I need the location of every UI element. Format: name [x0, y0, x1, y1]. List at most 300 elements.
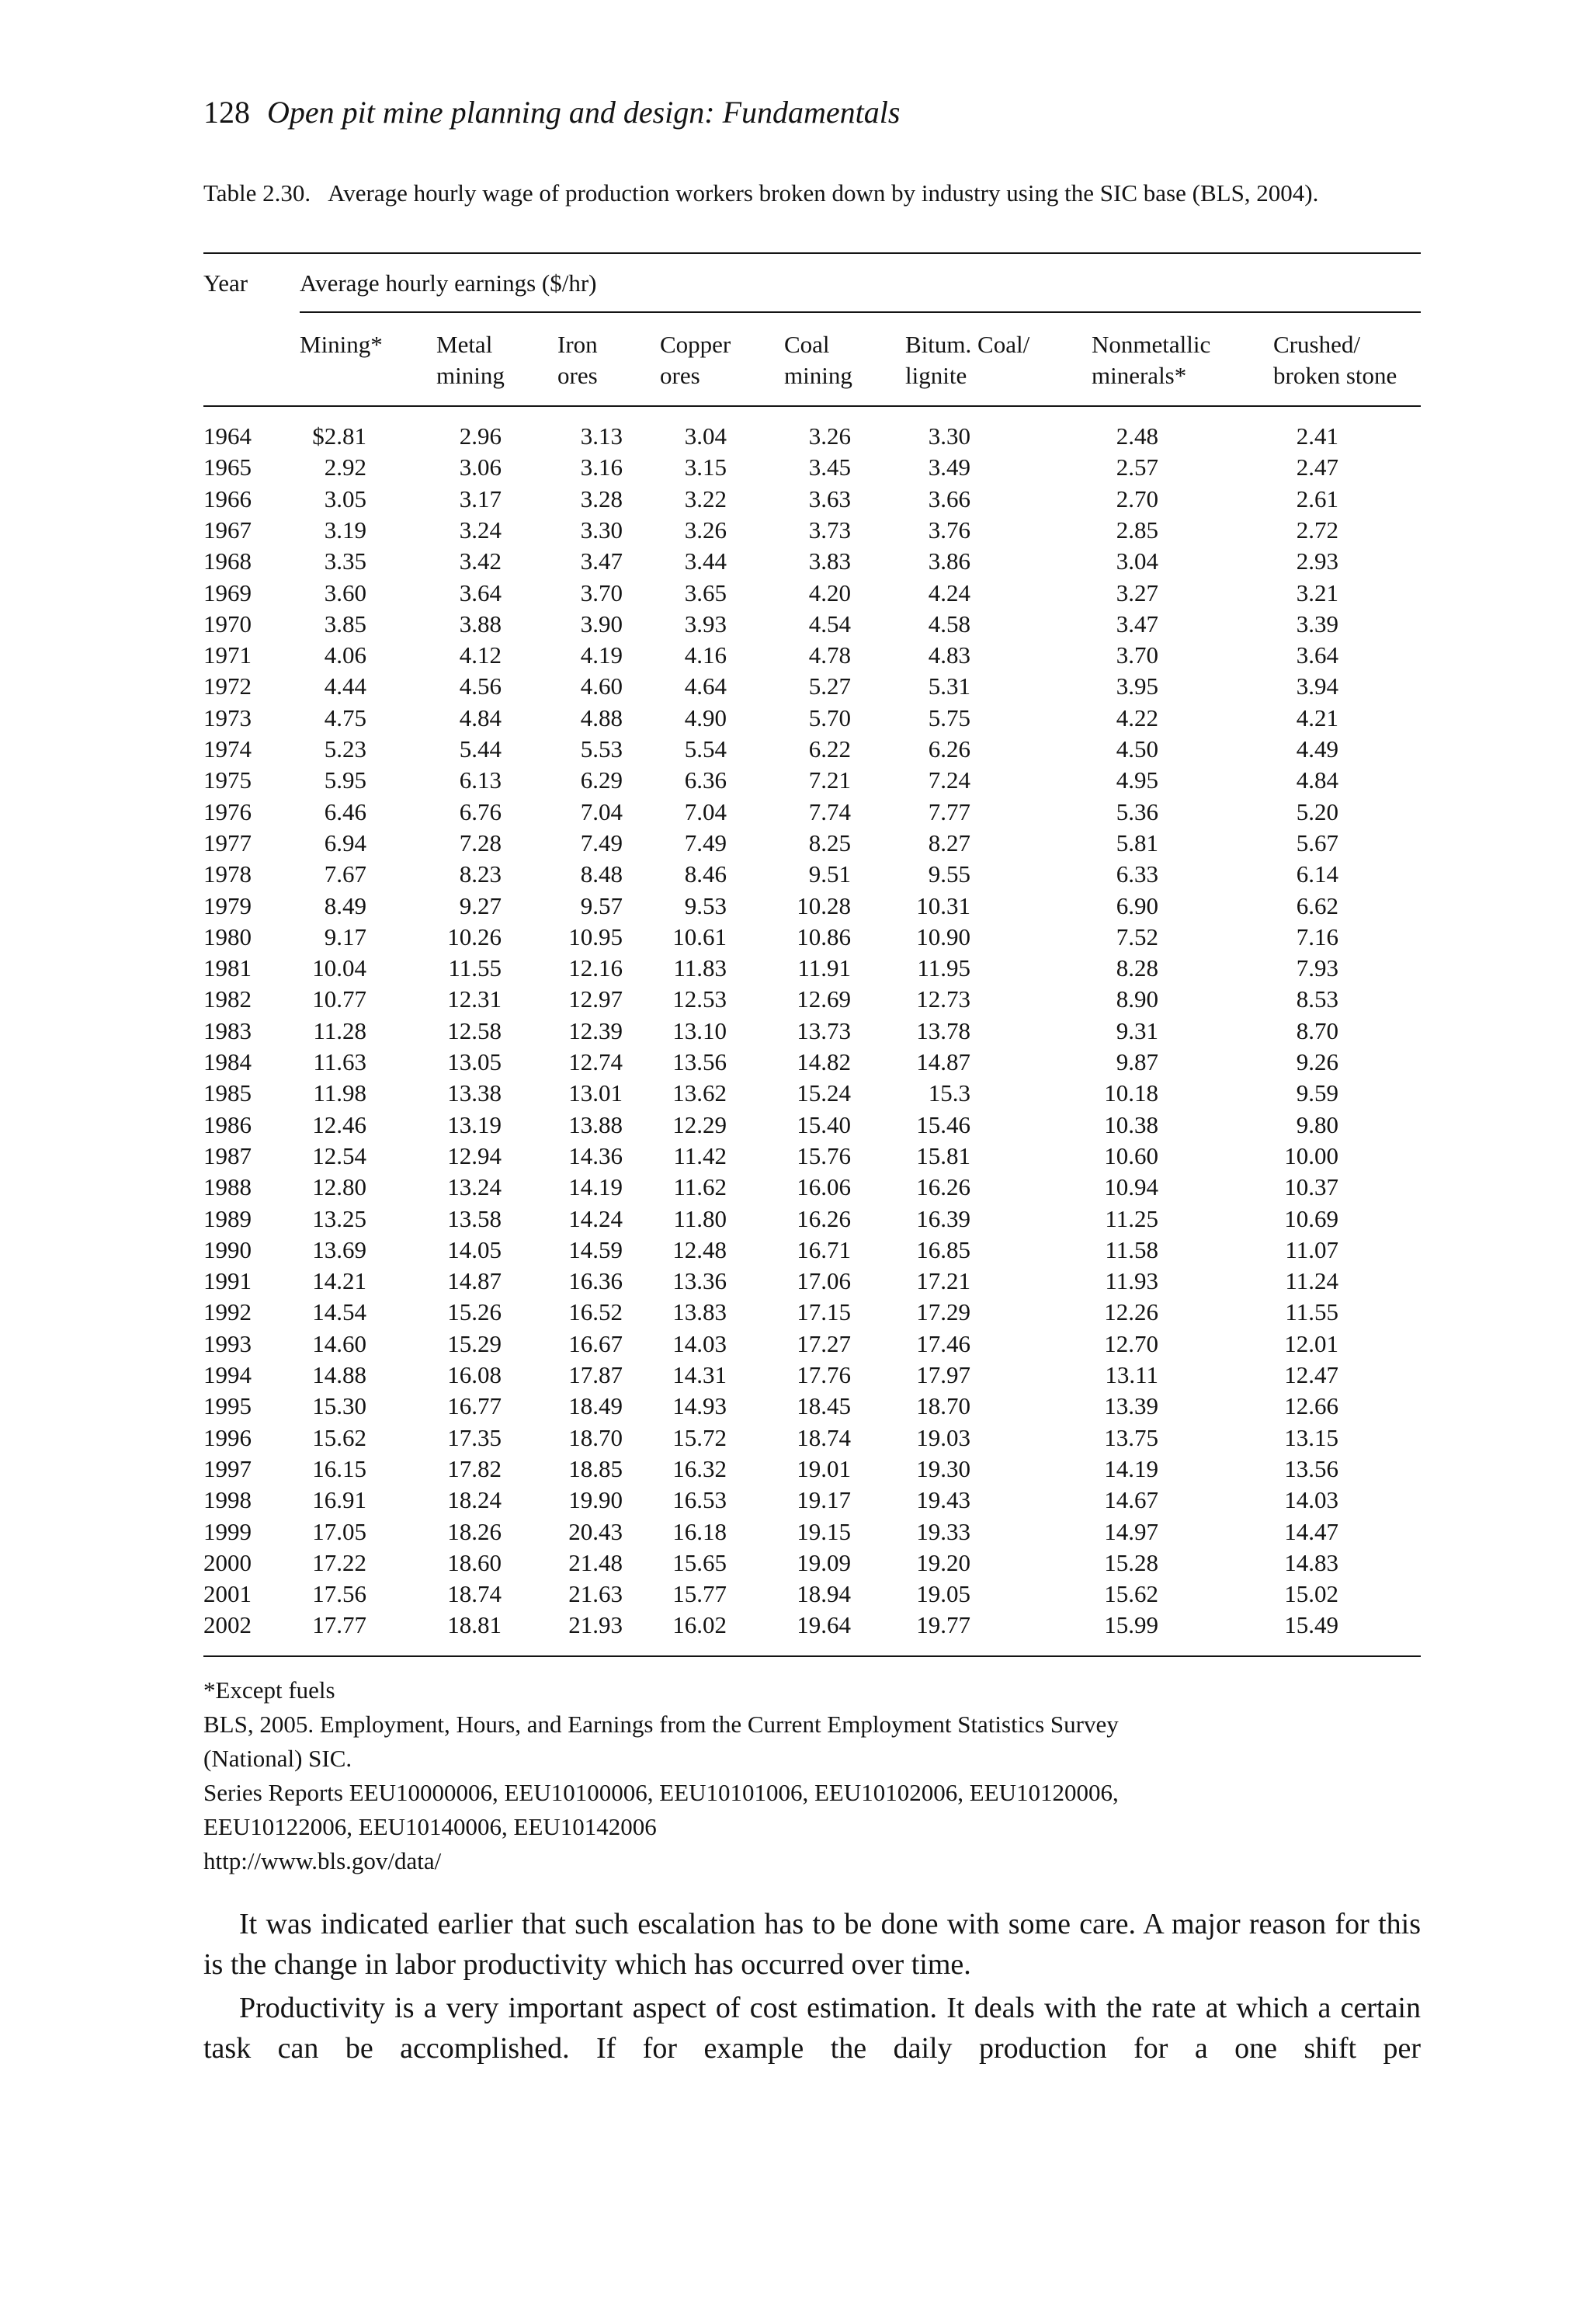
value-cell: 4.49 [1296, 735, 1338, 763]
paragraph: Productivity is a very important aspect of cost estimation. It deals with the rate at which a certain task can be accomplished. If for example the daily production for a one shift per [203, 1992, 1421, 2065]
value-cell: 9.87 [1116, 1048, 1158, 1075]
value-cell: 3.35 [324, 547, 366, 575]
value-cell: 19.43 [916, 1486, 970, 1514]
value-cell: 5.70 [808, 703, 851, 731]
value-cell: 7.74 [808, 797, 851, 825]
value-cell: 5.53 [580, 735, 623, 763]
value-cell: 16.36 [568, 1267, 623, 1295]
value-cell: 3.45 [808, 453, 851, 481]
value-cell: 2.61 [1296, 485, 1338, 512]
body-text [203, 1904, 1421, 2072]
value-cell: 17.21 [916, 1267, 970, 1295]
value-cell: 18.49 [568, 1392, 623, 1420]
value-cell: 19.33 [916, 1517, 970, 1545]
value-cell: 14.87 [447, 1267, 502, 1295]
value-cell: 21.63 [568, 1580, 623, 1608]
value-cell: 3.19 [324, 516, 366, 544]
value-cell: $2.81 [312, 422, 366, 450]
value-cell: 5.81 [1116, 829, 1158, 856]
value-cell: 2.92 [324, 453, 366, 481]
year-cell: 2000 [203, 1548, 252, 1576]
value-cell: 15.40 [797, 1110, 851, 1138]
value-cell: 3.24 [459, 516, 502, 544]
value-cell: 13.39 [1104, 1392, 1158, 1420]
year-cell: 1979 [203, 891, 252, 919]
value-cell: 4.06 [324, 641, 366, 669]
value-cell: 15.30 [312, 1392, 366, 1420]
value-cell: 10.38 [1104, 1110, 1158, 1138]
value-cell: 10.31 [916, 891, 970, 919]
value-cell: 4.88 [580, 703, 623, 731]
value-cell: 14.93 [672, 1392, 727, 1420]
value-cell: 5.20 [1296, 797, 1338, 825]
year-cell: 1990 [203, 1235, 252, 1263]
value-cell: 16.15 [312, 1454, 366, 1482]
year-cell: 1986 [203, 1110, 252, 1138]
group-header-rule [300, 311, 1421, 313]
value-cell: 14.03 [1284, 1486, 1338, 1514]
value-cell: 16.67 [568, 1329, 623, 1357]
column-header: Crushed/ [1273, 331, 1360, 358]
table-bottom-rule [203, 1655, 1421, 1657]
value-cell: 5.44 [459, 735, 502, 763]
value-cell: 4.44 [324, 672, 366, 700]
value-cell: 17.29 [916, 1298, 970, 1326]
value-cell: 16.85 [916, 1235, 970, 1263]
year-cell: 1991 [203, 1267, 252, 1295]
value-cell: 5.54 [684, 735, 727, 763]
value-cell: 3.30 [928, 422, 970, 450]
value-cell: 15.02 [1284, 1580, 1338, 1608]
value-cell: 17.22 [312, 1548, 366, 1576]
value-cell: 3.85 [324, 610, 366, 637]
value-cell: 3.49 [928, 453, 970, 481]
value-cell: 18.74 [447, 1580, 502, 1608]
value-cell: 3.95 [1116, 672, 1158, 700]
value-cell: 3.28 [580, 485, 623, 512]
value-cell: 4.56 [459, 672, 502, 700]
value-cell: 12.80 [312, 1173, 366, 1201]
value-cell: 2.47 [1296, 453, 1338, 481]
year-cell: 1970 [203, 610, 252, 637]
year-cell: 1996 [203, 1423, 252, 1451]
table-footnotes [203, 1673, 1421, 1878]
value-cell: 19.03 [916, 1423, 970, 1451]
value-cell: 14.67 [1104, 1486, 1158, 1514]
value-cell: 4.19 [580, 641, 623, 669]
value-cell: 10.77 [312, 985, 366, 1013]
value-cell: 2.41 [1296, 422, 1338, 450]
value-cell: 12.70 [1104, 1329, 1158, 1357]
value-cell: 10.94 [1104, 1173, 1158, 1201]
value-cell: 14.60 [312, 1329, 366, 1357]
value-cell: 16.52 [568, 1298, 623, 1326]
value-cell: 14.54 [312, 1298, 366, 1326]
value-cell: 14.31 [672, 1361, 727, 1388]
value-cell: 14.47 [1284, 1517, 1338, 1545]
value-cell: 11.25 [1105, 1204, 1158, 1232]
value-cell: 3.04 [684, 422, 727, 450]
value-cell: 9.80 [1296, 1110, 1338, 1138]
value-cell: 8.90 [1116, 985, 1158, 1013]
value-cell: 13.24 [447, 1173, 502, 1201]
header-bottom-rule [203, 405, 1421, 407]
value-cell: 17.27 [797, 1329, 851, 1357]
value-cell: 8.48 [580, 860, 623, 888]
value-cell: 11.83 [673, 954, 727, 982]
value-cell: 12.01 [1284, 1329, 1338, 1357]
running-head [203, 93, 900, 132]
value-cell: 7.16 [1296, 922, 1338, 950]
value-cell: 16.08 [447, 1361, 502, 1388]
value-cell: 7.52 [1116, 922, 1158, 950]
value-cell: 17.35 [447, 1423, 502, 1451]
column-header: Nonmetallic [1092, 331, 1211, 358]
value-cell: 13.19 [447, 1110, 502, 1138]
value-cell: 10.95 [568, 922, 623, 950]
value-cell: 7.21 [808, 766, 851, 794]
value-cell: 8.25 [808, 829, 851, 856]
value-cell: 18.70 [916, 1392, 970, 1420]
value-cell: 17.76 [797, 1361, 851, 1388]
column-header: ores [557, 362, 598, 389]
value-cell: 12.97 [568, 985, 623, 1013]
column-header: ores [660, 362, 700, 389]
column-header: lignite [905, 362, 967, 389]
footnote-line: EEU10122006, EEU10140006, EEU10142006 [203, 1813, 657, 1840]
year-cell: 1973 [203, 703, 252, 731]
value-cell: 4.20 [808, 578, 851, 606]
value-cell: 3.42 [459, 547, 502, 575]
year-cell: 2002 [203, 1611, 252, 1639]
year-cell: 1977 [203, 829, 252, 856]
value-cell: 17.15 [797, 1298, 851, 1326]
value-cell: 9.26 [1296, 1048, 1338, 1075]
footnote-line: BLS, 2005. Employment, Hours, and Earnings from the Current Employment Statistics Survey [203, 1711, 1119, 1738]
value-cell: 17.56 [312, 1580, 366, 1608]
value-cell: 3.21 [1296, 578, 1338, 606]
value-cell: 15.49 [1284, 1611, 1338, 1639]
value-cell: 3.73 [808, 516, 851, 544]
value-cell: 8.70 [1296, 1016, 1338, 1044]
value-cell: 4.24 [928, 578, 970, 606]
value-cell: 3.70 [1116, 641, 1158, 669]
year-cell: 1965 [203, 453, 252, 481]
value-cell: 3.64 [1296, 641, 1338, 669]
value-cell: 19.17 [797, 1486, 851, 1514]
value-cell: 11.24 [1285, 1267, 1338, 1295]
value-cell: 3.86 [928, 547, 970, 575]
value-cell: 6.22 [808, 735, 851, 763]
year-cell: 1995 [203, 1392, 252, 1420]
year-cell: 1985 [203, 1079, 252, 1107]
value-cell: 14.82 [797, 1048, 851, 1075]
value-cell: 18.60 [447, 1548, 502, 1576]
value-cell: 3.39 [1296, 610, 1338, 637]
value-cell: 12.39 [568, 1016, 623, 1044]
value-cell: 8.28 [1116, 954, 1158, 982]
value-cell: 12.69 [797, 985, 851, 1013]
value-cell: 2.93 [1296, 547, 1338, 575]
value-cell: 5.95 [324, 766, 366, 794]
value-cell: 2.48 [1116, 422, 1158, 450]
value-cell: 5.27 [808, 672, 851, 700]
value-cell: 19.05 [916, 1580, 970, 1608]
value-cell: 3.93 [684, 610, 727, 637]
value-cell: 13.10 [672, 1016, 727, 1044]
value-cell: 6.90 [1116, 891, 1158, 919]
value-cell: 19.77 [916, 1611, 970, 1639]
value-cell: 6.76 [459, 797, 502, 825]
year-cell: 1988 [203, 1173, 252, 1201]
value-cell: 15.72 [672, 1423, 727, 1451]
value-cell: 3.04 [1116, 547, 1158, 575]
column-header: Mining* [300, 331, 383, 358]
value-cell: 4.54 [808, 610, 851, 637]
value-cell: 21.93 [568, 1611, 623, 1639]
footnote-line: *Except fuels [203, 1676, 335, 1704]
value-cell: 16.91 [312, 1486, 366, 1514]
value-cell: 10.69 [1284, 1204, 1338, 1232]
value-cell: 17.82 [447, 1454, 502, 1482]
year-cell: 1981 [203, 954, 252, 982]
value-cell: 3.64 [459, 578, 502, 606]
value-cell: 11.91 [797, 954, 851, 982]
value-cell: 14.03 [672, 1329, 727, 1357]
value-cell: 12.94 [447, 1141, 502, 1169]
value-cell: 13.56 [672, 1048, 727, 1075]
value-cell: 3.66 [928, 485, 970, 512]
value-cell: 11.42 [673, 1141, 727, 1169]
value-cell: 12.16 [568, 954, 623, 982]
value-cell: 3.47 [580, 547, 623, 575]
value-cell: 3.60 [324, 578, 366, 606]
year-header: Year [203, 269, 248, 297]
value-cell: 3.63 [808, 485, 851, 512]
value-cell: 3.26 [808, 422, 851, 450]
value-cell: 3.76 [928, 516, 970, 544]
value-cell: 9.59 [1296, 1079, 1338, 1107]
value-cell: 11.80 [673, 1204, 727, 1232]
table-caption [203, 177, 1421, 210]
value-cell: 13.38 [447, 1079, 502, 1107]
value-cell: 6.46 [324, 797, 366, 825]
value-cell: 16.18 [672, 1517, 727, 1545]
value-cell: 8.27 [928, 829, 970, 856]
value-cell: 15.65 [672, 1548, 727, 1576]
value-cell: 6.14 [1296, 860, 1338, 888]
value-cell: 4.58 [928, 610, 970, 637]
value-cell: 3.47 [1116, 610, 1158, 637]
value-cell: 3.90 [580, 610, 623, 637]
value-cell: 9.27 [459, 891, 502, 919]
value-cell: 17.77 [312, 1611, 366, 1639]
value-cell: 17.05 [312, 1517, 366, 1545]
value-cell: 20.43 [568, 1517, 623, 1545]
value-cell: 19.30 [916, 1454, 970, 1482]
value-cell: 3.13 [580, 422, 623, 450]
year-cell: 1999 [203, 1517, 252, 1545]
value-cell: 17.46 [916, 1329, 970, 1357]
value-cell: 3.16 [580, 453, 623, 481]
column-header: mining [436, 362, 505, 389]
footnote-line: http://www.bls.gov/data/ [203, 1847, 442, 1874]
value-cell: 4.78 [808, 641, 851, 669]
value-cell: 15.26 [447, 1298, 502, 1326]
value-cell: 13.01 [568, 1079, 623, 1107]
value-cell: 15.99 [1104, 1611, 1158, 1639]
table-caption-label: Table 2.30. [203, 179, 311, 207]
value-cell: 15.77 [672, 1580, 727, 1608]
year-cell: 1997 [203, 1454, 252, 1482]
value-cell: 15.29 [447, 1329, 502, 1357]
table-top-rule [203, 252, 1421, 254]
value-cell: 3.27 [1116, 578, 1158, 606]
year-cell: 1968 [203, 547, 252, 575]
year-cell: 1974 [203, 735, 252, 763]
year-cell: 1964 [203, 422, 252, 450]
column-header: Copper [660, 331, 731, 358]
year-cell: 1975 [203, 766, 252, 794]
value-cell: 14.59 [568, 1235, 623, 1263]
value-cell: 14.05 [447, 1235, 502, 1263]
value-cell: 4.84 [1296, 766, 1338, 794]
value-cell: 10.60 [1104, 1141, 1158, 1169]
value-cell: 4.84 [459, 703, 502, 731]
footnote-line: Series Reports EEU10000006, EEU10100006, EEU10101006, EEU10102006, EEU10120006, [203, 1779, 1119, 1806]
value-cell: 10.28 [797, 891, 851, 919]
year-cell: 1978 [203, 860, 252, 888]
year-cell: 1969 [203, 578, 252, 606]
value-cell: 19.64 [797, 1611, 851, 1639]
value-cell: 12.54 [312, 1141, 366, 1169]
value-cell: 13.05 [447, 1048, 502, 1075]
value-cell: 12.48 [672, 1235, 727, 1263]
value-cell: 13.88 [568, 1110, 623, 1138]
value-cell: 9.17 [324, 922, 366, 950]
value-cell: 13.25 [312, 1204, 366, 1232]
value-cell: 3.65 [684, 578, 727, 606]
value-cell: 3.44 [684, 547, 727, 575]
value-cell: 11.55 [1285, 1298, 1338, 1326]
value-cell: 14.19 [568, 1173, 623, 1201]
value-cell: 4.12 [459, 641, 502, 669]
value-cell: 15.28 [1104, 1548, 1158, 1576]
value-cell: 15.76 [797, 1141, 851, 1169]
value-cell: 15.24 [797, 1079, 851, 1107]
value-cell: 4.22 [1116, 703, 1158, 731]
value-cell: 12.29 [672, 1110, 727, 1138]
year-cell: 1998 [203, 1486, 252, 1514]
value-cell: 11.28 [313, 1016, 366, 1044]
value-cell: 9.31 [1116, 1016, 1158, 1044]
page-number: 128 [203, 95, 250, 130]
value-cell: 6.26 [928, 735, 970, 763]
value-cell: 2.70 [1116, 485, 1158, 512]
value-cell: 18.70 [568, 1423, 623, 1451]
column-header: mining [784, 362, 852, 389]
value-cell: 13.73 [797, 1016, 851, 1044]
value-cell: 3.30 [580, 516, 623, 544]
value-cell: 12.26 [1104, 1298, 1158, 1326]
value-cell: 11.07 [1285, 1235, 1338, 1263]
book-title: Open pit mine planning and design: Fundamentals [267, 95, 901, 130]
value-cell: 12.66 [1284, 1392, 1338, 1420]
year-cell: 1967 [203, 516, 252, 544]
value-cell: 4.90 [684, 703, 727, 731]
year-cell: 2001 [203, 1580, 252, 1608]
value-cell: 6.33 [1116, 860, 1158, 888]
value-cell: 4.64 [684, 672, 727, 700]
value-cell: 7.49 [684, 829, 727, 856]
value-cell: 18.94 [797, 1580, 851, 1608]
value-cell: 4.83 [928, 641, 970, 669]
value-cell: 6.29 [580, 766, 623, 794]
value-cell: 10.37 [1284, 1173, 1338, 1201]
value-cell: 18.26 [447, 1517, 502, 1545]
value-cell: 9.57 [580, 891, 623, 919]
value-cell: 7.04 [684, 797, 727, 825]
value-cell: 6.13 [459, 766, 502, 794]
column-header: minerals* [1092, 362, 1187, 389]
value-cell: 11.95 [917, 954, 970, 982]
value-cell: 9.51 [808, 860, 851, 888]
value-cell: 2.72 [1296, 516, 1338, 544]
value-cell: 17.87 [568, 1361, 623, 1388]
value-cell: 3.05 [324, 485, 366, 512]
value-cell: 10.18 [1104, 1079, 1158, 1107]
value-cell: 5.36 [1116, 797, 1158, 825]
year-cell: 1983 [203, 1016, 252, 1044]
value-cell: 11.58 [1105, 1235, 1158, 1263]
year-cell: 1976 [203, 797, 252, 825]
value-cell: 19.01 [797, 1454, 851, 1482]
value-cell: 16.32 [672, 1454, 727, 1482]
value-cell: 4.21 [1296, 703, 1338, 731]
year-cell: 1992 [203, 1298, 252, 1326]
value-cell: 14.83 [1284, 1548, 1338, 1576]
value-cell: 13.75 [1104, 1423, 1158, 1451]
value-cell: 15.62 [312, 1423, 366, 1451]
value-cell: 4.95 [1116, 766, 1158, 794]
value-cell: 15.3 [928, 1079, 970, 1107]
column-header: broken stone [1273, 362, 1397, 389]
value-cell: 13.36 [672, 1267, 727, 1295]
value-cell: 7.93 [1296, 954, 1338, 982]
value-cell: 10.86 [797, 922, 851, 950]
value-cell: 14.87 [916, 1048, 970, 1075]
value-cell: 3.88 [459, 610, 502, 637]
value-cell: 18.24 [447, 1486, 502, 1514]
value-cell: 4.50 [1116, 735, 1158, 763]
value-cell: 12.53 [672, 985, 727, 1013]
value-cell: 3.70 [580, 578, 623, 606]
value-cell: 8.53 [1296, 985, 1338, 1013]
value-cell: 8.46 [684, 860, 727, 888]
value-cell: 7.04 [580, 797, 623, 825]
year-cell: 1993 [203, 1329, 252, 1357]
value-cell: 10.00 [1284, 1141, 1338, 1169]
value-cell: 13.69 [312, 1235, 366, 1263]
value-cell: 12.74 [568, 1048, 623, 1075]
value-cell: 16.26 [797, 1204, 851, 1232]
column-header: Bitum. Coal/ [905, 331, 1030, 358]
value-cell: 18.74 [797, 1423, 851, 1451]
value-cell: 12.73 [916, 985, 970, 1013]
value-cell: 13.62 [672, 1079, 727, 1107]
group-header: Average hourly earnings ($/hr) [300, 269, 597, 297]
value-cell: 12.46 [312, 1110, 366, 1138]
